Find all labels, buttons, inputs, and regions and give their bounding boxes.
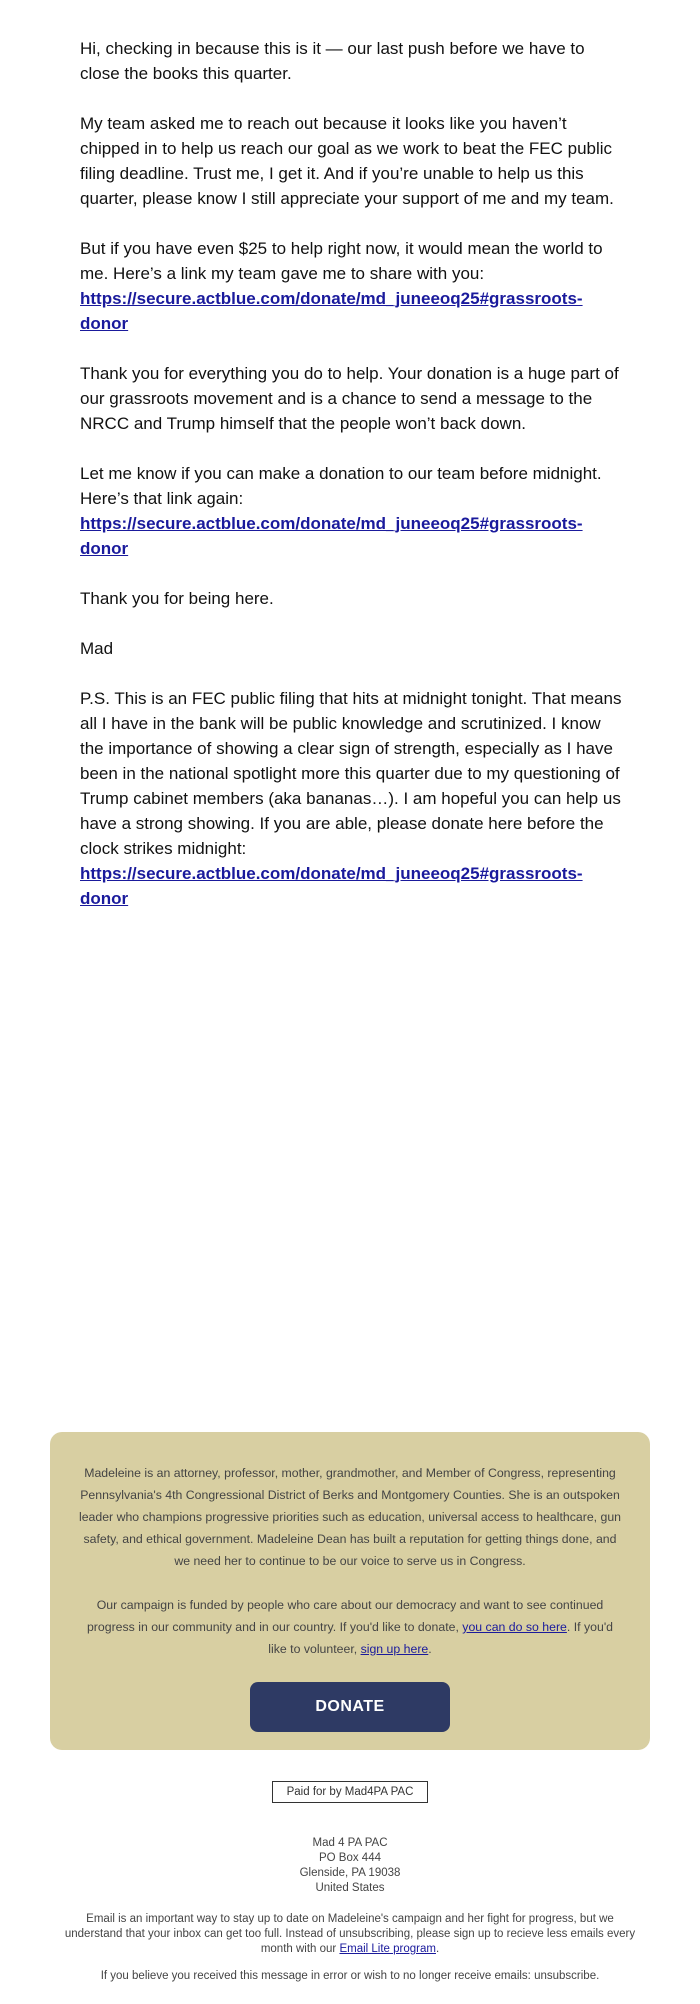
- funding-text-part: . If you'd like to volunteer,: [268, 1620, 614, 1656]
- email-lite-link[interactable]: Email Lite program: [339, 1943, 436, 1955]
- letter-postscript: [80, 686, 625, 911]
- letter-paragraph-text: But if you have even $25 to help right now, it would mean the world to me. Here’s a link my team gave me to share with you:: [80, 239, 603, 283]
- donate-link[interactable]: https://secure.actblue.com/donate/md_juneeoq25#grassroots-donor: [80, 514, 583, 558]
- bio-text: Madeleine is an attorney, professor, mother, grandmother, and Member of Congress, representing Pennsylvania's 4th Congressional District of Berks and Montgomery Counties. She is an outspoken leader who champions progressive priorities such as education, universal access to healthcare, gun safety, and ethical government. Madeleine Dean has built a reputation for getting things done, and we need her to continue to be our voice to serve us in Congress.: [78, 1466, 622, 1568]
- mailing-address: [0, 1836, 700, 1896]
- email-lite-notice: [60, 1912, 640, 1957]
- funding-text-part: .: [428, 1642, 432, 1656]
- funding-text-part: Our campaign is funded by people who care about our democracy and want to see continued progress in our community and in our country. If you'd like to donate,: [86, 1598, 604, 1634]
- address-line: Glenside, PA 19038: [299, 1867, 401, 1879]
- paid-for-disclaimer: Paid for by Mad4PA PAC: [272, 1781, 428, 1803]
- letter-paragraph-intro: Hi, checking in because this is it — our last push before we have to close the books this quarter.: [80, 39, 585, 83]
- letter-paragraph-text: Let me know if you can make a donation to our team before midnight. Here’s that link again:: [80, 464, 602, 508]
- email-notice-text: Email is an important way to stay up to date on Madeleine's campaign and her fight for progress, but we understand that your inbox can get too full. Instead of unsubscribing, please sign up to recieve less emails every month with our: [64, 1913, 636, 1955]
- footer-notice: [60, 1912, 640, 1996]
- letter-body: [80, 36, 625, 936]
- donate-here-link[interactable]: you can do so here: [462, 1620, 567, 1634]
- unsubscribe-notice[interactable]: If you believe you received this message in error or wish to no longer receive emails: unsubscribe.: [100, 1970, 600, 1982]
- bio-panel: [50, 1432, 650, 1750]
- address-line: PO Box 444: [318, 1852, 381, 1864]
- address-line: United States: [315, 1882, 385, 1894]
- letter-paragraph-ask: My team asked me to reach out because it looks like you haven’t chipped in to help us reach our goal as we work to beat the FEC public filing deadline. Trust me, I get it. And if you’re unable to help us this quarter, please know I still appreciate your support of me and my team.: [80, 114, 614, 208]
- donate-link[interactable]: https://secure.actblue.com/donate/md_juneeoq25#grassroots-donor: [80, 289, 583, 333]
- funding-text: [78, 1594, 622, 1660]
- letter-paragraph-thanks: Thank you for everything you do to help. Your donation is a huge part of our grassroots movement and is a chance to send a message to the NRCC and Trump himself that the people won’t back down.: [80, 364, 619, 433]
- letter-paragraph-link-2: [80, 461, 625, 561]
- address-line: Mad 4 PA PAC: [312, 1837, 388, 1849]
- postscript-text: P.S. This is an FEC public filing that hits at midnight tonight. That means all I have in the bank will be public knowledge and scrutinized. I know the importance of showing a clear sign of strength, especially as I have been in the national spotlight more this quarter due to my questioning of Trump cabinet members (aka bananas…). I am hopeful you can help us have a strong showing. If you are able, please donate here before the clock strikes midnight:: [80, 689, 622, 858]
- donate-link[interactable]: https://secure.actblue.com/donate/md_juneeoq25#grassroots-donor: [80, 864, 583, 908]
- donate-button[interactable]: DONATE: [250, 1682, 450, 1732]
- email-notice-text: .: [435, 1943, 440, 1955]
- letter-paragraph-closing: Thank you for being here.: [80, 589, 274, 608]
- letter-paragraph-link-1: [80, 236, 625, 336]
- volunteer-link[interactable]: sign up here: [360, 1642, 429, 1656]
- letter-signature: Mad: [80, 639, 114, 658]
